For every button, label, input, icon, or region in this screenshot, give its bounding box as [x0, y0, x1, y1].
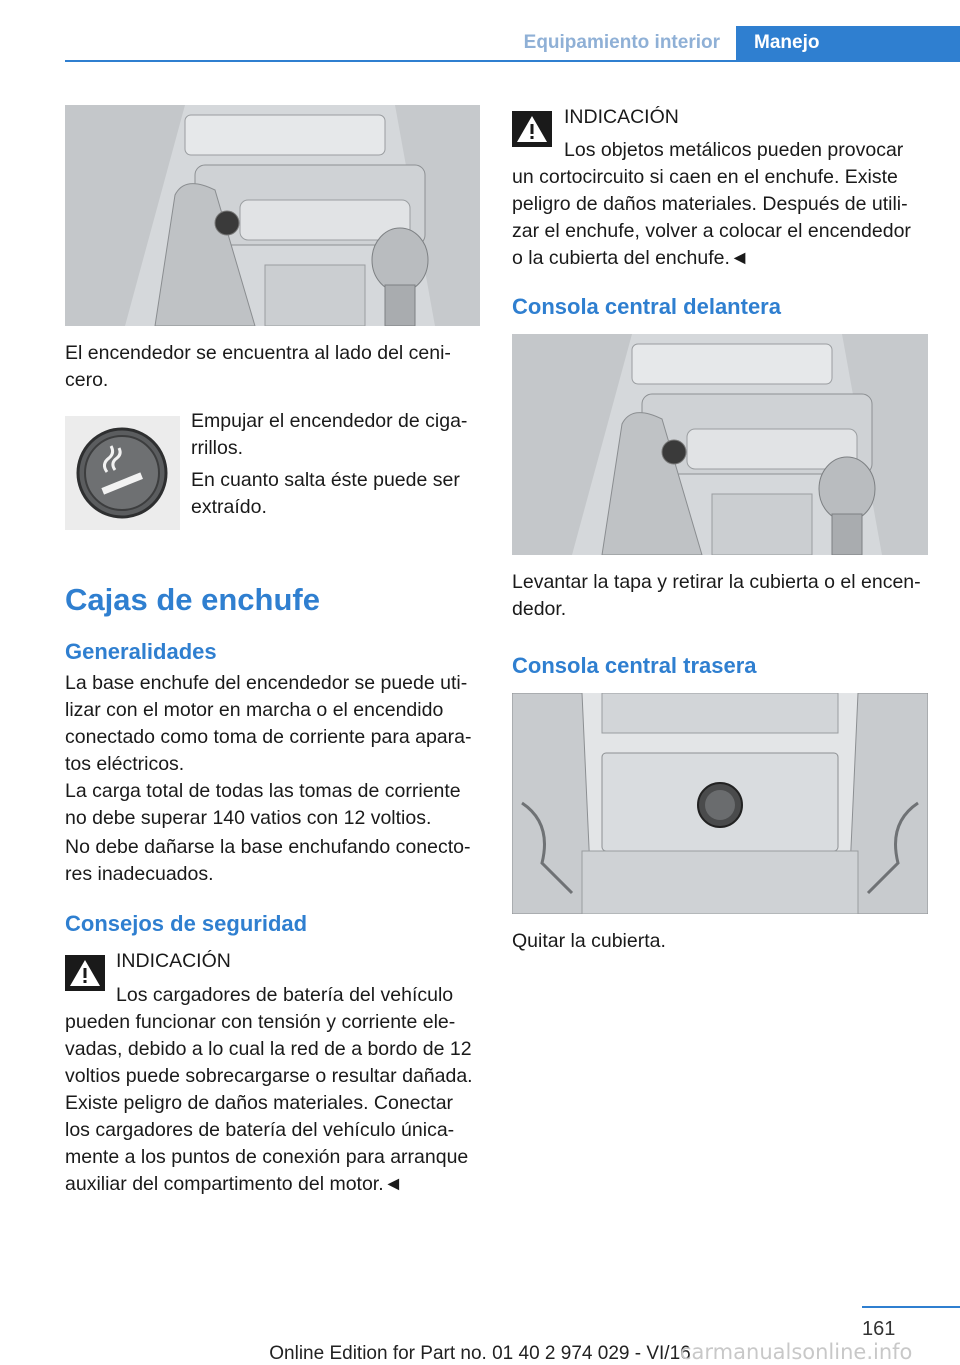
- page-number: 161: [862, 1318, 896, 1340]
- front-console-figure: [512, 334, 928, 555]
- watermark: carmanualsonline.info: [680, 1340, 913, 1364]
- heading-safety: Consejos de seguridad: [65, 911, 308, 936]
- push-lighter-text: Empujar el encendedor de ciga- rrillos.: [191, 410, 468, 459]
- rear-console-caption: Quitar la cubierta.: [512, 930, 666, 952]
- general-paragraph-3: No debe dañarse la base enchufando conecto- res inadecuados.: [65, 836, 471, 885]
- edition-line: Online Edition for Part no. 01 40 2 974 029 - VI/16: [269, 1343, 691, 1364]
- header-section-title: Equipamiento interior: [523, 32, 720, 53]
- header-rule: [65, 60, 960, 62]
- heading-general: Generalidades: [65, 639, 217, 664]
- lighter-button-figure: [65, 416, 180, 530]
- header-chapter-tab: Manejo: [736, 26, 960, 62]
- warning-label-left: INDICACIÓN: [116, 950, 231, 972]
- rear-console-figure: [512, 693, 928, 914]
- console-lighter-figure: [65, 105, 480, 326]
- front-console-caption: Levantar la tapa y retirar la cubierta o el encen- dedor.: [512, 571, 921, 620]
- warning-text-right: Los objetos metálicos pueden provocar un cortocircuito si caen en el enchufe. Existe peligro de daños materiales. Después de utili- zar el enchufe, volver a colocar el encendedor o la cubierta del enchufe.◄: [512, 139, 911, 269]
- general-paragraph-2: La carga total de todas las tomas de corriente no debe superar 140 vatios con 12 voltios.: [65, 780, 461, 829]
- lighter-caption: El encendedor se encuentra al lado del ceni- cero.: [65, 342, 451, 391]
- footer-rule: [862, 1306, 960, 1308]
- heading-front-console: Consola central delantera: [512, 294, 781, 319]
- heading-rear-console: Consola central trasera: [512, 653, 757, 678]
- warning-label-right: INDICACIÓN: [564, 106, 679, 128]
- general-paragraph-1: La base enchufe del encendedor se puede uti- lizar con el motor en marcha o el encendido conectado como toma de corriente para apara- tos eléctricos.: [65, 672, 472, 775]
- remove-lighter-text: En cuanto salta éste puede ser extraído.: [191, 469, 460, 518]
- warning-text-left: Los cargadores de batería del vehículo pueden funcionar con tensión y corriente ele- vadas, debido a lo cual la red de a bordo de 12 voltios puede sobrecargarse o resultar dañada. Existe peligro de daños materiales. Conectar los cargadores de batería del vehículo única- mente a los puntos de conexión para arranque auxiliar del compartimento del motor.◄: [65, 984, 473, 1195]
- heading-sockets: Cajas de enchufe: [65, 582, 320, 617]
